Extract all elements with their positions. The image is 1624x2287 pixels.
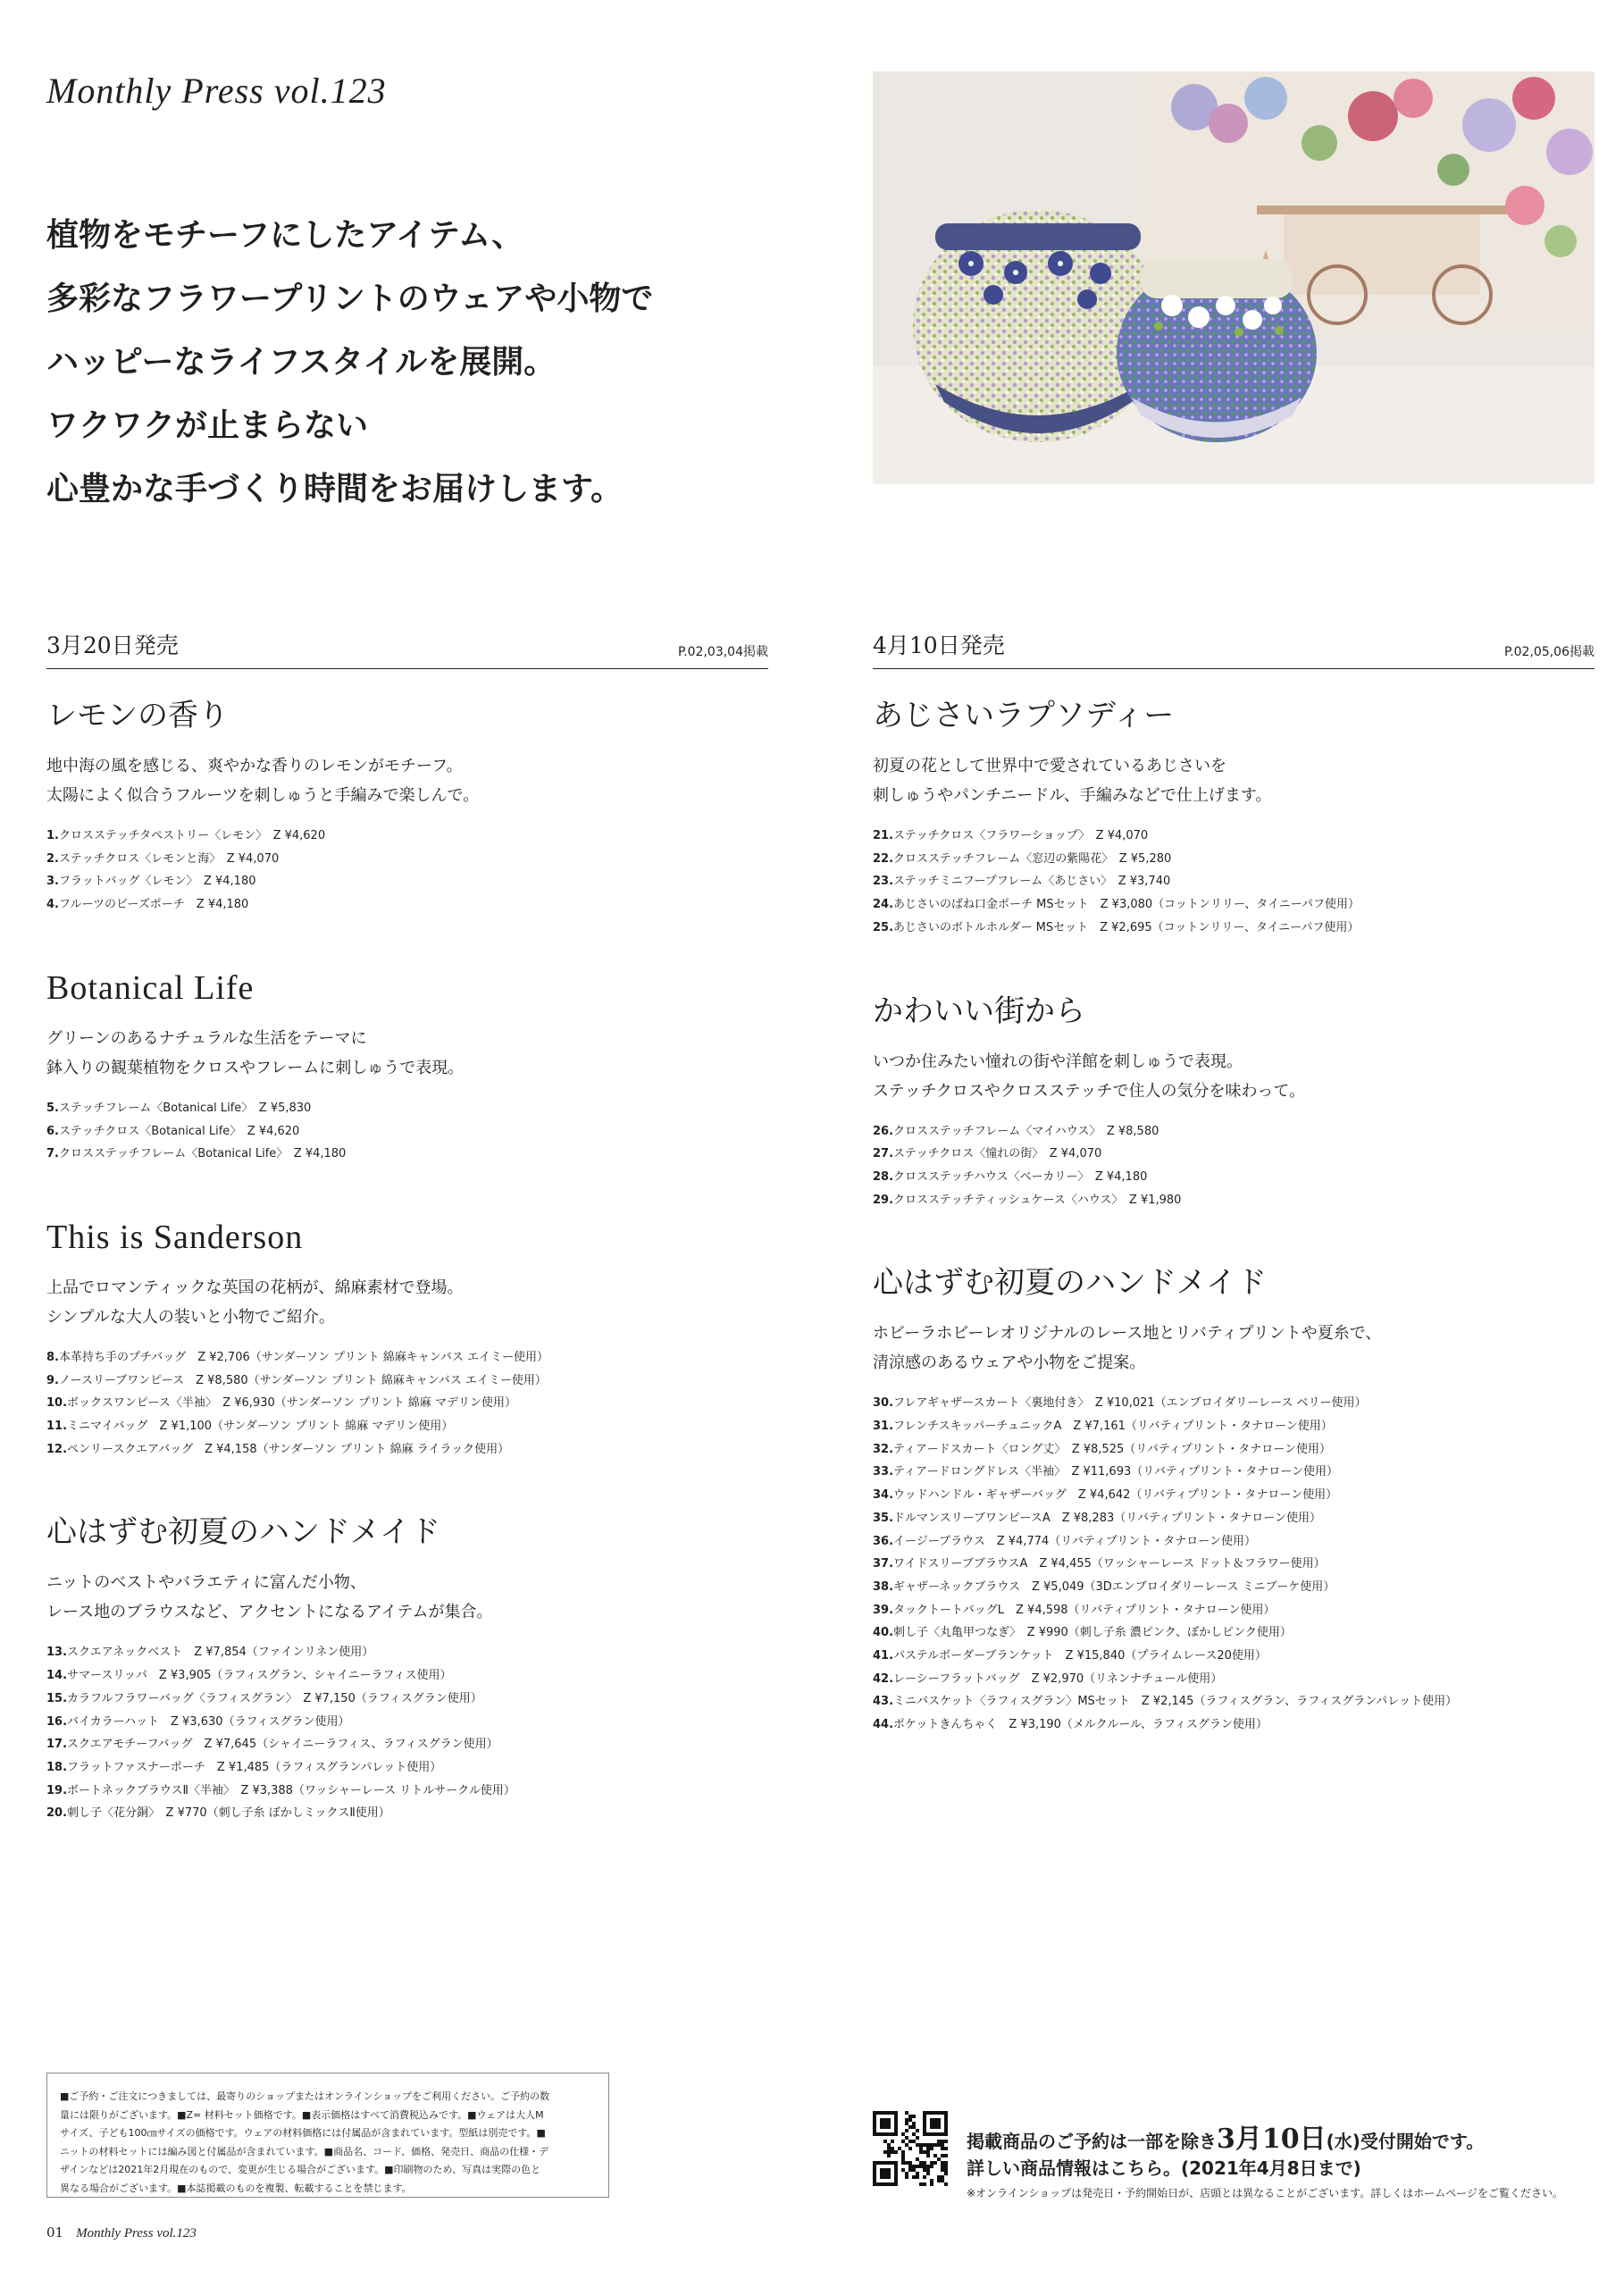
item-number: 4.	[46, 898, 59, 912]
desc-line: ホビーラホビーレオリジナルのレース地とリバティプリントや夏糸で、	[873, 1324, 1382, 1344]
item-number: 24.	[873, 898, 894, 912]
booking-note: ※オンラインショップは発売日・予約開始日が、店頭とは異なることがございます。詳しくはホームページをご覧ください。	[967, 2187, 1563, 2199]
list-item	[873, 848, 1595, 871]
item-number: 42.	[873, 1671, 894, 1686]
list-item	[873, 870, 1595, 893]
list-item	[46, 1641, 768, 1664]
intro-line: ハッピーなライフスタイルを展開。	[46, 343, 557, 381]
item-number: 8.	[46, 1350, 59, 1364]
list-item	[873, 1484, 1595, 1507]
list-item	[873, 1143, 1595, 1166]
list-item	[46, 1438, 768, 1462]
item-number: 14.	[46, 1669, 68, 1683]
item-number: 36.	[873, 1534, 894, 1548]
item-number: 5.	[46, 1101, 59, 1115]
desc-line: レース地のブラウスなど、アクセントになるアイテムが集合。	[46, 1603, 493, 1622]
booking-day: (水)	[1326, 2131, 1360, 2152]
section-sanderson	[46, 1218, 768, 1462]
list-item	[873, 1120, 1595, 1144]
list-item	[873, 1576, 1595, 1599]
list-item	[873, 1690, 1595, 1713]
qr-code[interactable]	[873, 2111, 948, 2186]
item-number: 23.	[873, 875, 894, 889]
section-lemon	[46, 696, 768, 917]
item-text: バイカラーハット Z ¥3,630（ラフィスグラン使用）	[67, 1714, 350, 1729]
list-item	[873, 1507, 1595, 1530]
item-number: 27.	[873, 1147, 894, 1161]
item-list	[873, 825, 1595, 940]
desc-line: 太陽によく似合うフルーツを刺しゅうと手編みで楽しんで。	[46, 786, 480, 805]
section-desc	[46, 1273, 768, 1332]
list-item	[873, 917, 1595, 940]
item-number: 9.	[46, 1373, 59, 1387]
item-text: ステッチクロス〈レモンと海〉 Z ¥4,070	[58, 851, 280, 866]
item-text: スクエアモチーフバッグ Z ¥7,645（シャイニーラフィス、ラフィスグラン使用）	[67, 1738, 498, 1752]
item-number: 41.	[873, 1649, 894, 1663]
item-text: スクエアネックベスト Z ¥7,854（ファインリネン使用）	[67, 1646, 374, 1660]
list-item	[46, 893, 768, 917]
item-text: ボートネックブラウスⅡ〈半袖〉 Z ¥3,388（ワッシャーレース リトルサークル使用）	[67, 1783, 515, 1797]
footer-masthead: Monthly Press vol.123	[76, 2226, 197, 2241]
item-text: カラフルフラワーバッグ〈ラフィスグラン〉 Z ¥7,150（ラフィスグラン使用）	[67, 1691, 482, 1705]
right-column	[873, 628, 1595, 1789]
item-number: 1.	[46, 829, 59, 842]
intro-line: ワクワクが止まらない	[46, 406, 369, 444]
list-item	[46, 1415, 768, 1438]
item-number: 25.	[873, 920, 894, 934]
item-number: 34.	[873, 1488, 894, 1503]
desc-line: シンプルな大人の装いと小物でご紹介。	[46, 1307, 335, 1327]
hero-photo	[873, 71, 1595, 484]
crochet-pouches-illustration	[873, 71, 1595, 484]
list-item	[873, 893, 1595, 917]
item-text: ワイドスリーブブラウスA Z ¥4,455（ワッシャーレース ドット＆フラワー使用）	[893, 1557, 1326, 1571]
list-item	[873, 1189, 1595, 1212]
item-text: フレアギャザースカート〈裏地付き〉 Z ¥10,021（エンブロイダリーレース ベリー使用）	[893, 1396, 1367, 1411]
item-text: フラットファスナーポーチ Z ¥1,485（ラフィスグランパレット使用）	[67, 1760, 442, 1774]
list-item	[46, 1756, 768, 1780]
item-list	[46, 1097, 768, 1166]
list-item	[46, 1711, 768, 1734]
list-item	[873, 1392, 1595, 1415]
footnote-line: ザインなどは2021年2月現在のもので、変更が生じる場合がございます。■印刷物のため、写真は実際の色と	[60, 2164, 541, 2175]
booking-line-1	[967, 2126, 1563, 2155]
list-item	[46, 1733, 768, 1756]
section-title: あじさいラプソディー	[873, 698, 1175, 733]
item-text: レーシーフラットバッグ Z ¥2,970（リネンナチュール使用）	[893, 1671, 1223, 1686]
list-item	[46, 1688, 768, 1711]
footer-folio	[46, 2224, 197, 2241]
qr-code-icon	[873, 2111, 948, 2186]
list-item	[46, 870, 768, 893]
item-text: フルーツのビーズポーチ Z ¥4,180	[58, 898, 249, 912]
item-text: ノースリーブワンピース Z ¥8,580（サンダーソン プリント 綿麻キャンバス エイミー使用）	[58, 1373, 547, 1387]
section-botanical-life	[46, 968, 768, 1166]
item-number: 18.	[46, 1760, 68, 1774]
item-number: 29.	[873, 1193, 894, 1207]
item-text: ティアードロングドレス〈半袖〉 Z ¥11,693（リバティプリント・タナローン使用）	[893, 1465, 1339, 1479]
item-number: 43.	[873, 1695, 894, 1709]
item-number: 17.	[46, 1738, 68, 1752]
list-item	[46, 1802, 768, 1825]
booking-text: 受付開始です。	[1360, 2131, 1485, 2152]
item-number: 7.	[46, 1147, 59, 1161]
intro-line: 植物をモチーフにしたアイテム、	[46, 216, 524, 254]
item-text: ペンリースクエアバッグ Z ¥4,158（サンダーソン プリント 綿麻 ライラック使用）	[67, 1442, 510, 1456]
footnote-line: サイズ、子ども100㎝サイズの価格です。ウェアの材料価格には付属品が含まれています。型紙は別売です。■	[60, 2127, 546, 2139]
section-title: 心はずむ初夏のハンドメイド	[46, 1514, 440, 1551]
item-number: 16.	[46, 1714, 68, 1729]
list-item	[873, 1553, 1595, 1576]
item-number: 10.	[46, 1396, 68, 1411]
item-text: フレンチスキッパーチュニックA Z ¥7,161（リバティプリント・タナローン使用）	[893, 1420, 1333, 1434]
list-item	[873, 1438, 1595, 1462]
item-number: 2.	[46, 851, 59, 866]
item-list	[46, 1346, 768, 1462]
section-desc	[46, 1024, 768, 1083]
booking-text: 掲載商品のご予約は一部を除き	[967, 2131, 1217, 2152]
list-item	[46, 825, 768, 848]
desc-line: グリーンのあるナチュラルな生活をテーマに	[46, 1028, 367, 1048]
list-item	[46, 1780, 768, 1803]
list-item	[873, 1166, 1595, 1189]
item-number: 44.	[873, 1718, 894, 1732]
item-number: 28.	[873, 1169, 894, 1184]
item-number: 13.	[46, 1646, 68, 1660]
item-text: 刺し子〈丸亀甲つなぎ〉 Z ¥990（刺し子糸 濃ピンク、ぼかしピンク使用）	[893, 1626, 1292, 1640]
item-list	[46, 825, 768, 917]
desc-line: いつか住みたい憧れの街や洋館を刺しゅうで表現。	[873, 1051, 1243, 1071]
item-text: フラットバッグ〈レモン〉 Z ¥4,180	[58, 875, 256, 889]
section-desc	[873, 751, 1595, 810]
item-text: クロスステッチフレーム〈Botanical Life〉 Z ¥4,180	[58, 1147, 347, 1161]
item-text: ウッドハンドル・ギャザーバッグ Z ¥4,642（リバティプリント・タナローン使用）	[893, 1488, 1338, 1503]
footnote-line: ■ご予約・ご注文につきましては、最寄りのショップまたはオンラインショップをご利用ください。ご予約の数	[60, 2090, 550, 2102]
item-number: 19.	[46, 1783, 68, 1797]
section-title: 心はずむ初夏のハンドメイド	[873, 1265, 1267, 1302]
item-number: 20.	[46, 1806, 68, 1821]
list-item	[46, 1143, 768, 1166]
item-number: 30.	[873, 1396, 894, 1411]
item-text: 本革持ち手のプチバッグ Z ¥2,706（サンダーソン プリント 綿麻キャンバス エイミー使用）	[58, 1350, 549, 1364]
item-text: 刺し子〈花分銅〉 Z ¥770（刺し子糸 ぼかしミックスⅡ使用）	[67, 1806, 390, 1821]
item-text: ギャザーネックブラウス Z ¥5,049（3Dエンブロイダリーレース ミニブーケ使用）	[893, 1579, 1335, 1594]
item-number: 3.	[46, 875, 59, 889]
item-number: 6.	[46, 1124, 59, 1138]
desc-line: 刺しゅうやパンチニードル、手編みなどで仕上げます。	[873, 786, 1272, 805]
item-text: クロスステッチタペストリー〈レモン〉 Z ¥4,620	[58, 829, 326, 842]
item-text: ステッチクロス〈Botanical Life〉 Z ¥4,620	[58, 1124, 300, 1138]
item-text: イージーブラウス Z ¥4,774（リバティプリント・タナローン使用）	[893, 1534, 1257, 1548]
desc-line: ステッチクロスやクロスステッチで住人の気分を味わって。	[873, 1081, 1306, 1101]
left-column	[46, 628, 768, 1877]
item-number: 12.	[46, 1442, 68, 1456]
item-text: ミニマイバッグ Z ¥1,100（サンダーソン プリント 綿麻 マデリン使用）	[67, 1420, 454, 1434]
section-cute-town	[873, 992, 1595, 1212]
item-number: 35.	[873, 1511, 894, 1525]
item-text: タックトートバッグL Z ¥4,598（リバティプリント・タナローン使用）	[893, 1603, 1276, 1617]
item-text: パステルボーダーブランケット Z ¥15,840（プライムレース20使用）	[893, 1649, 1267, 1663]
item-number: 39.	[873, 1603, 894, 1617]
section-title: かわいい街から	[873, 993, 1085, 1029]
desc-line: 清涼感のあるウェアや小物をご提案。	[873, 1353, 1146, 1373]
list-item	[873, 1645, 1595, 1668]
item-text: ポケットきんちゃく Z ¥3,190（メルクルール、ラフィスグラン使用）	[893, 1718, 1268, 1732]
item-number: 31.	[873, 1420, 894, 1434]
item-text: ティアードスカート〈ロング丈〉 Z ¥8,525（リバティプリント・タナローン使用）	[893, 1442, 1332, 1456]
list-item	[46, 1392, 768, 1415]
list-item	[873, 1599, 1595, 1622]
booking-line-2: 詳しい商品情報はこちら。(2021年4月8日まで)	[967, 2157, 1361, 2179]
item-text: ステッチミニフープフレーム〈あじさい〉 Z ¥3,740	[893, 875, 1171, 889]
page-number: 01	[46, 2224, 64, 2241]
intro-line: 心豊かな手づくり時間をお届けします。	[46, 470, 624, 507]
booking-info	[967, 2126, 1563, 2200]
item-text: ステッチクロス〈憧れの街〉 Z ¥4,070	[893, 1147, 1102, 1161]
item-text: クロスステッチティッシュケース〈ハウス〉 Z ¥1,980	[893, 1193, 1182, 1207]
item-number: 11.	[46, 1420, 68, 1434]
list-item	[873, 825, 1595, 848]
item-number: 40.	[873, 1626, 894, 1640]
list-item	[46, 1346, 768, 1370]
list-item	[873, 1713, 1595, 1737]
footnote-box	[46, 2073, 609, 2198]
section-early-summer-left	[46, 1512, 768, 1825]
list-item	[873, 1461, 1595, 1484]
section-desc	[46, 1568, 768, 1627]
list-item	[873, 1621, 1595, 1645]
release-date: 3月20日発売	[46, 632, 179, 658]
footnote-line: ニットの材料セットには編み図と付属品が含まれています。■商品名、コード、価格、発売日、商品の仕様・デ	[60, 2145, 549, 2157]
item-text: ボックスワンピース〈半袖〉 Z ¥6,930（サンダーソン プリント 綿麻 マデリン使用）	[67, 1396, 516, 1411]
item-text: ドルマンスリーブワンピースA Z ¥8,283（リバティプリント・タナローン使用）	[893, 1511, 1322, 1525]
booking-date: 3月10日	[1217, 2124, 1327, 2155]
item-number: 38.	[873, 1579, 894, 1594]
desc-line: 地中海の風を感じる、爽やかな香りのレモンがモチーフ。	[46, 757, 463, 775]
section-title: Botanical Life	[46, 968, 255, 1007]
masthead: Monthly Press vol.123	[46, 71, 387, 111]
list-item	[46, 1664, 768, 1688]
item-number: 33.	[873, 1465, 894, 1479]
item-text: あじさいのボトルホルダー MSセット Z ¥2,695（コットンリリー、タイニーパフ使用）	[893, 920, 1360, 934]
release-pages: P.02,05,06掲載	[1503, 645, 1595, 659]
item-number: 22.	[873, 851, 894, 866]
item-list	[46, 1641, 768, 1825]
item-text: あじさいのばね口金ポーチ MSセット Z ¥3,080（コットンリリー、タイニーパフ使用）	[893, 898, 1360, 912]
desc-line: 初夏の花として世界中で愛されているあじさいを	[873, 757, 1226, 775]
item-number: 21.	[873, 829, 894, 842]
footnote-line: 量には限りがございます。■Z= 材料セット価格です。■表示価格はすべて消費税込みです。■ウェアは大人M	[60, 2108, 544, 2121]
desc-line: 上品でロマンティックな英国の花柄が、綿麻素材で登場。	[46, 1278, 464, 1297]
item-text: ミニバスケット〈ラフィスグラン〉MSセット Z ¥2,145（ラフィスグラン、ラフィスグランパレット使用）	[893, 1695, 1458, 1709]
section-desc	[873, 1047, 1595, 1106]
item-text: ステッチクロス〈フラワーショップ〉 Z ¥4,070	[893, 829, 1149, 842]
section-early-summer-right	[873, 1263, 1595, 1737]
release-header	[873, 628, 1595, 669]
item-text: サマースリッパ Z ¥3,905（ラフィスグラン、シャイニーラフィス使用）	[67, 1669, 452, 1683]
item-text: クロスステッチフレーム〈窓辺の紫陽花〉 Z ¥5,280	[893, 851, 1172, 866]
section-title: This is Sanderson	[46, 1218, 304, 1256]
section-desc	[873, 1319, 1595, 1378]
item-number: 26.	[873, 1124, 894, 1138]
release-date: 4月10日発売	[873, 632, 1005, 658]
desc-line: 鉢入りの観葉植物をクロスやフレームに刺しゅうで表現。	[46, 1058, 465, 1077]
list-item	[873, 1415, 1595, 1438]
item-text: クロスステッチハウス〈ベーカリー〉 Z ¥4,180	[893, 1169, 1148, 1184]
item-text: クロスステッチフレーム〈マイハウス〉 Z ¥8,580	[893, 1124, 1159, 1138]
release-header	[46, 628, 768, 669]
list-item	[46, 1097, 768, 1120]
section-hydrangea	[873, 696, 1595, 940]
footnote-line: 異なる場合がございます。■本誌掲載のものを複製、転載することを禁じます。	[60, 2182, 412, 2194]
intro-copy	[46, 204, 815, 521]
list-item	[46, 1120, 768, 1144]
item-number: 37.	[873, 1557, 894, 1571]
item-text: ステッチフレーム〈Botanical Life〉 Z ¥5,830	[58, 1101, 312, 1115]
intro-line: 多彩なフラワープリントのウェアや小物で	[46, 280, 654, 317]
item-number: 32.	[873, 1442, 894, 1456]
release-pages: P.02,03,04掲載	[677, 645, 768, 659]
section-desc	[46, 751, 768, 810]
item-list	[873, 1120, 1595, 1212]
item-number: 15.	[46, 1691, 68, 1705]
list-item	[46, 1370, 768, 1393]
section-title: レモンの香り	[46, 698, 229, 733]
list-item	[873, 1668, 1595, 1691]
item-list	[873, 1392, 1595, 1737]
list-item	[873, 1530, 1595, 1554]
desc-line: ニットのベストやバラエティに富んだ小物、	[46, 1573, 366, 1593]
list-item	[46, 848, 768, 871]
